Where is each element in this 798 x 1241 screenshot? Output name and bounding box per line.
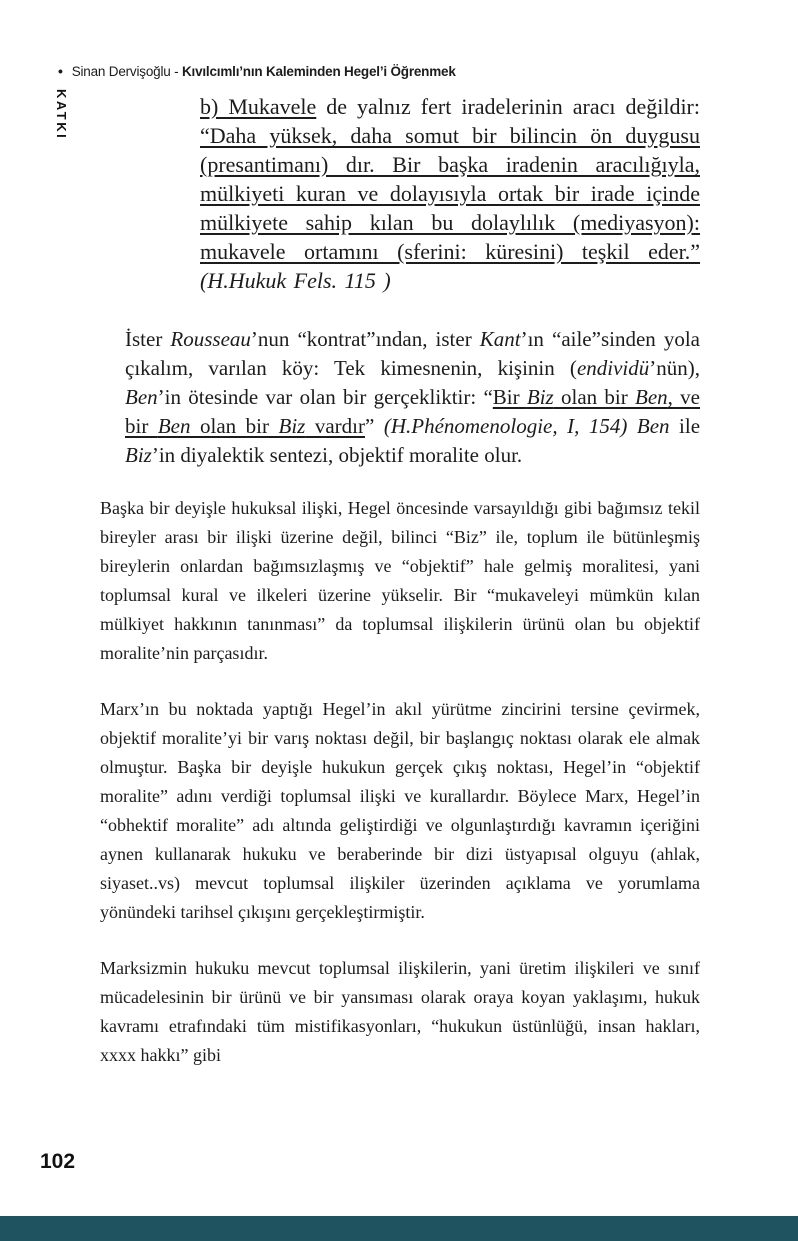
- text-segment: Ben: [636, 414, 670, 438]
- text-segment: Ben: [125, 385, 158, 409]
- text-segment: olan bir: [553, 385, 636, 409]
- text-segment: Ben: [157, 414, 191, 438]
- page-header: [58, 63, 456, 79]
- text-segment: , ve bir: [125, 385, 701, 438]
- text-segment: Biz: [278, 414, 306, 438]
- text-segment: Kant: [479, 327, 521, 351]
- text-segment: (H.Phénomenologie, I, 154): [383, 414, 628, 438]
- bottom-color-bar: [0, 1216, 798, 1241]
- header-bullet: •: [58, 63, 63, 79]
- text-segment: ”: [365, 414, 384, 438]
- text-segment: ’nün),: [649, 356, 700, 380]
- text-segment: vardır: [305, 414, 365, 438]
- text-segment: [627, 414, 637, 438]
- text-segment: İster: [125, 327, 171, 351]
- body-paragraph-1: Başka bir deyişle hukuksal ilişki, Hegel öncesinde varsayıldığı gibi bağımsız tekil bireyler arası bir ilişki üzerine değil, bilinci “Biz” ile, toplum ile bütünleşmiş bireylerin onlardan bağımsızlaşmış ve “objektif” hale gelmiş moralitesi, yani toplumsal kural ve ilkeleri üzerine yükselir. Bir “mukaveleyi mümkün kılan mülkiyet hakkının tanınması” da toplumsal ilişkilerin ürünü olan bu objektif moralite’nin parçasıdır.: [100, 498, 700, 663]
- text-segment: endividü: [576, 356, 650, 380]
- block-quote-mukavele: [200, 92, 700, 295]
- text-segment: Ben: [635, 385, 668, 409]
- text-segment: olan bir: [190, 414, 279, 438]
- text-segment: ’ın “aile”sinden yola çıkalım, varılan köy: Tek kimesnenin, kişinin (: [125, 327, 700, 380]
- text-segment: “Daha yüksek, daha somut bir bilincin ön duygusu (presantimanı) dır. Bir başka iradenin aracılığıyla, mülkiyeti kuran ve dolayısıyla ortak bir irade içinde mülkiyete sahip kılan bu dolaylılık (mediyasyon): mukavele ortamını (sferini: küresini) teşkil eder.”: [200, 123, 700, 264]
- text-segment: Bir: [492, 385, 527, 409]
- header-title: Kıvılcımlı’nın Kaleminden Hegel’i Öğrenmek: [181, 64, 456, 79]
- text-segment: ile: [669, 414, 701, 438]
- page-content: [100, 92, 700, 1097]
- text-segment: Biz: [125, 443, 152, 467]
- text-segment: ’in ötesinde var olan bir gerçekliktir: “: [157, 385, 493, 409]
- page-number: 102: [40, 1150, 76, 1173]
- indented-paragraph-rousseau-kant: [125, 325, 700, 470]
- text-segment: Rousseau: [170, 327, 251, 351]
- text-segment: ’in diyalektik sentezi, objektif moralite olur.: [151, 443, 523, 467]
- margin-label-katki: KATKI: [54, 89, 69, 141]
- text-segment: (H.Hukuk Fels. 115 ): [200, 268, 391, 293]
- header-author: Sinan Dervişoğlu -: [71, 64, 182, 79]
- body-paragraph-3: Marksizmin hukuku mevcut toplumsal ilişkilerin, yani üretim ilişkileri ve sınıf mücadelesinin bir ürünü ve bir yansıması olarak oraya koyan yaklaşımı, hukuk kavramı etrafındaki tüm mistifikasyonları, “hukukun üstünlüğü, insan hakları, xxxx hakkı” gibi: [100, 958, 700, 1065]
- text-segment: de yalnız fert iradelerinin aracı değildir:: [316, 94, 700, 119]
- body-paragraph-2: Marx’ın bu noktada yaptığı Hegel’in akıl yürütme zincirini tersine çevirmek, objektif moralite’yi bir varış noktası değil, bir başlangıç noktası olarak ele almak olmuştur. Başka bir deyişle hukukun gerçek çıkış noktası, Hegel’in “objektif moralite” adını verdiği toplumsal ilişki ve kurallardır. Böylece Marx, Hegel’in “obhektif moralite” adı altında geliştirdiği ve olgunlaştırdığı kavramın içeriğini aynen kullanarak hukuku ve beraberinde bir dizi üstyapısal olguyu (ahlak, siyaset..vs) mevcut toplumsal ilişkiler üzerinden açıklama ve yorumlama yönündeki tarihsel çıkışını gerçekleştirmiştir.: [100, 699, 700, 922]
- text-segment: b) Mukavele: [200, 94, 317, 119]
- text-segment: ’nun “kontrat”ından, ister: [250, 327, 480, 351]
- text-segment: Biz: [526, 385, 554, 409]
